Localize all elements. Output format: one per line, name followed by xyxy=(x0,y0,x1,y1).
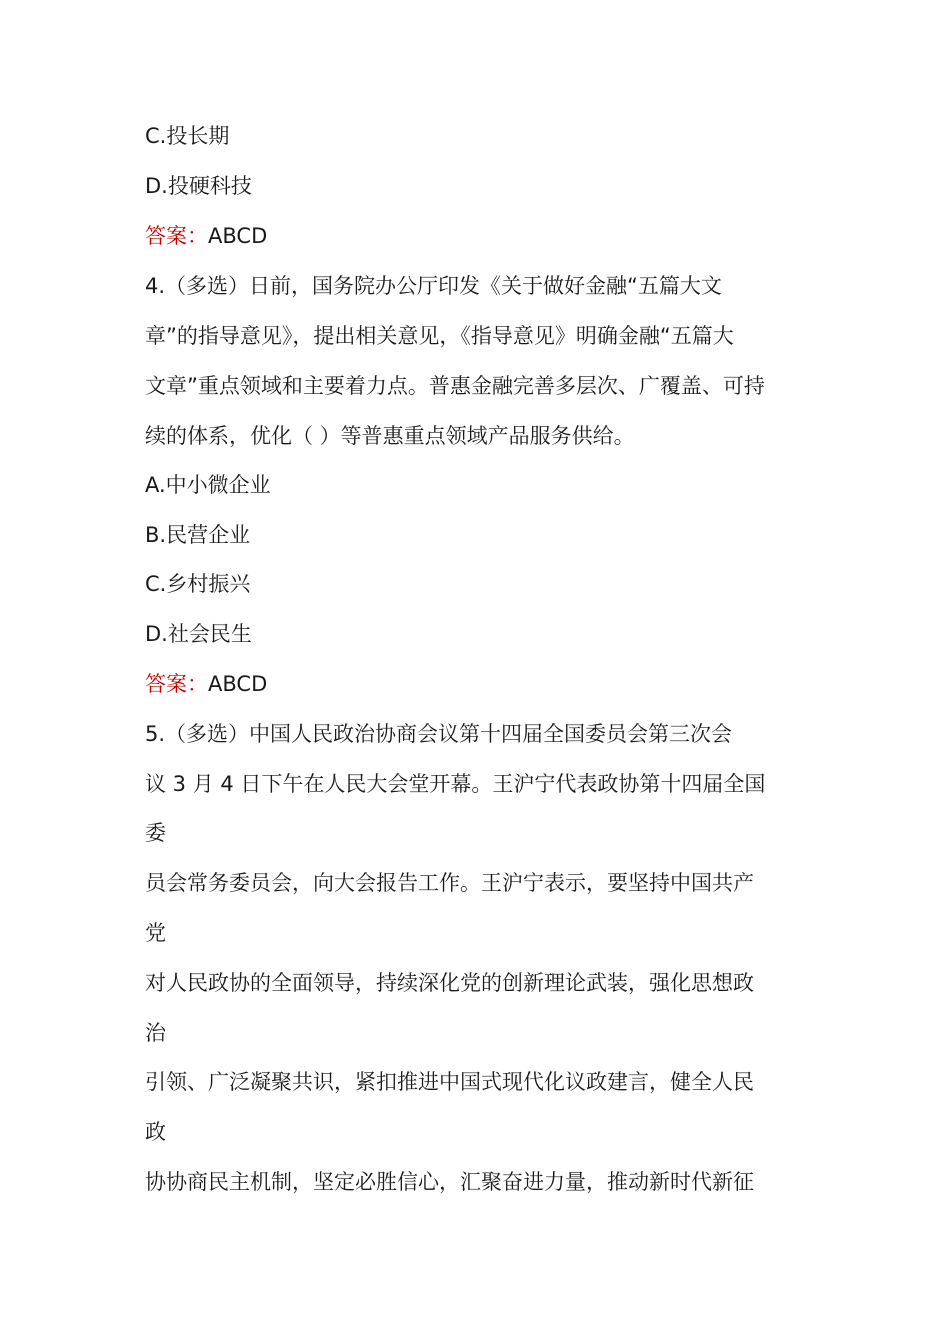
q3-option-d: D.投硬科技 xyxy=(145,174,252,198)
q4-option-b: B.民营企业 xyxy=(145,523,251,547)
q4-answer xyxy=(145,671,267,697)
q5-question-line: 议 3 月 4 日下午在人民大会堂开幕。王沪宁代表政协第十四届全国 xyxy=(145,772,766,796)
q4-option-a: A.中小微企业 xyxy=(145,473,271,497)
q5-question-line: 5.（多选）中国人民政治协商会议第十四届全国委员会第三次会 xyxy=(145,722,733,746)
q3-answer-value: ABCD xyxy=(208,224,268,248)
q4-option-d: D.社会民生 xyxy=(145,622,252,646)
q5-question-line: 协协商民主机制，坚定必胜信心，汇聚奋进力量，推动新时代新征 xyxy=(145,1170,754,1194)
q3-option-c: C.投长期 xyxy=(145,124,230,148)
q4-answer-label: 答案： xyxy=(145,672,208,696)
q5-question-line: 委 xyxy=(145,821,166,845)
q5-question-line: 对人民政协的全面领导，持续深化党的创新理论武装，强化思想政 xyxy=(145,971,754,995)
q5-question-line: 政 xyxy=(145,1120,166,1144)
q5-question-line: 员会常务委员会，向大会报告工作。王沪宁表示，要坚持中国共产 xyxy=(145,871,754,895)
q4-question-line: 4.（多选）日前，国务院办公厅印发《关于做好金融“五篇大文 xyxy=(145,274,722,298)
q5-question-line: 引领、广泛凝聚共识，紧扣推进中国式现代化议政建言，健全人民 xyxy=(145,1070,754,1094)
q5-question-line: 治 xyxy=(145,1021,166,1045)
q3-answer-label: 答案： xyxy=(145,224,208,248)
q3-answer xyxy=(145,223,267,249)
q4-option-c: C.乡村振兴 xyxy=(145,572,251,596)
q4-question-line: 章”的指导意见》，提出相关意见，《指导意见》明确金融“五篇大 xyxy=(145,324,734,348)
q4-question-line: 续的体系，优化（ ）等普惠重点领域产品服务供给。 xyxy=(145,424,635,448)
q4-question-line: 文章”重点领域和主要着力点。普惠金融完善多层次、广覆盖、可持 xyxy=(145,374,765,398)
q4-answer-value: ABCD xyxy=(208,672,268,696)
q5-question-line: 党 xyxy=(145,921,166,945)
